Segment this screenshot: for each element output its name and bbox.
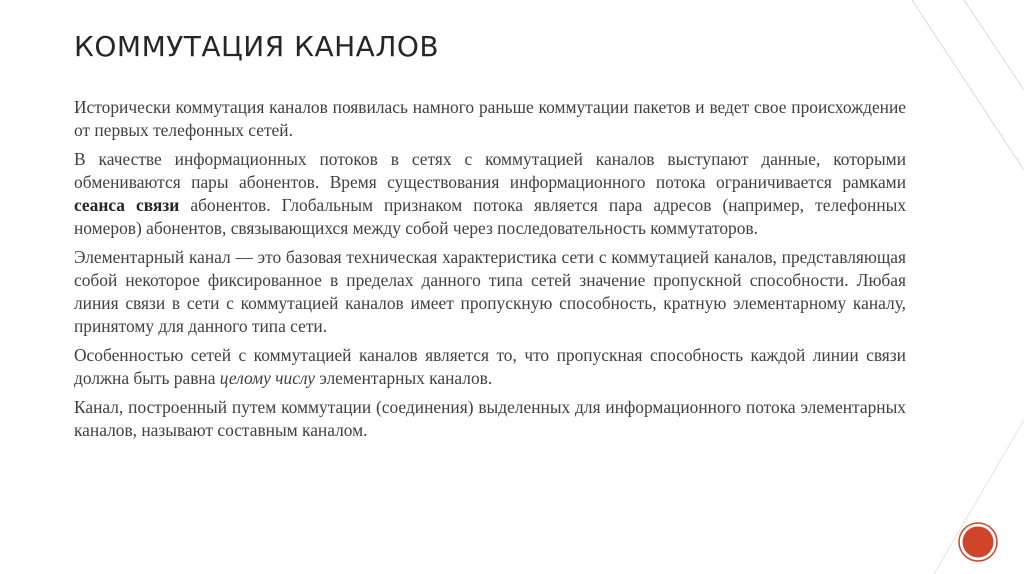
paragraph-4-emphasis: целому числу <box>219 368 315 388</box>
next-slide-circle-icon[interactable] <box>958 522 998 562</box>
corner-decoration-lines <box>904 0 1024 574</box>
corner-line-2 <box>964 0 1024 90</box>
paragraph-3 <box>74 246 906 338</box>
slide-body <box>74 96 906 448</box>
paragraph-2-text-after: абонентов. Глобальным признаком потока является пара адресов (например, телефонных номеров) абонентов, связывающихся между собой через последовательность коммутаторов. <box>74 195 907 238</box>
paragraph-3-text: Элементарный канал — это базовая техническая характеристика сети с коммутацией каналов, представляющая собой некоторое фиксированное в пределах данного типа сетей значение пропускной способности. Любая линия связи в сети с коммутацией каналов имеет пропускную способность, кратную элементарному каналу, принятому для данного типа сети. <box>74 247 906 336</box>
paragraph-2 <box>74 148 906 240</box>
paragraph-1 <box>74 96 906 142</box>
corner-line-1 <box>912 0 1024 170</box>
paragraph-5-text: Канал, построенный путем коммутации (соединения) выделенных для информационного потока элементарных каналов, называют составным каналом. <box>74 397 906 440</box>
paragraph-4-text-after: элементарных каналов. <box>315 368 493 388</box>
paragraph-1-text: Исторически коммутация каналов появилась намного раньше коммутации пакетов и ведет свое происхождение от первых телефонных сетей. <box>74 97 906 140</box>
paragraph-4 <box>74 344 906 390</box>
slide-title: КОММУТАЦИЯ КАНАЛОВ <box>74 30 440 63</box>
nav-button-inner-disc <box>963 527 994 558</box>
paragraph-2-emphasis: сеанса связи <box>74 195 180 215</box>
paragraph-2-text-before: В качестве информационных потоков в сетях с коммутацией каналов выступают данные, которыми обмениваются пары абонентов. Время существования информационного потока ограничивается рамками <box>74 149 906 192</box>
paragraph-5 <box>74 396 906 442</box>
paragraph-4-text-before: Особенностью сетей с коммутацией каналов является то, что пропускная способность каждой линии связи должна быть равна <box>74 345 906 388</box>
